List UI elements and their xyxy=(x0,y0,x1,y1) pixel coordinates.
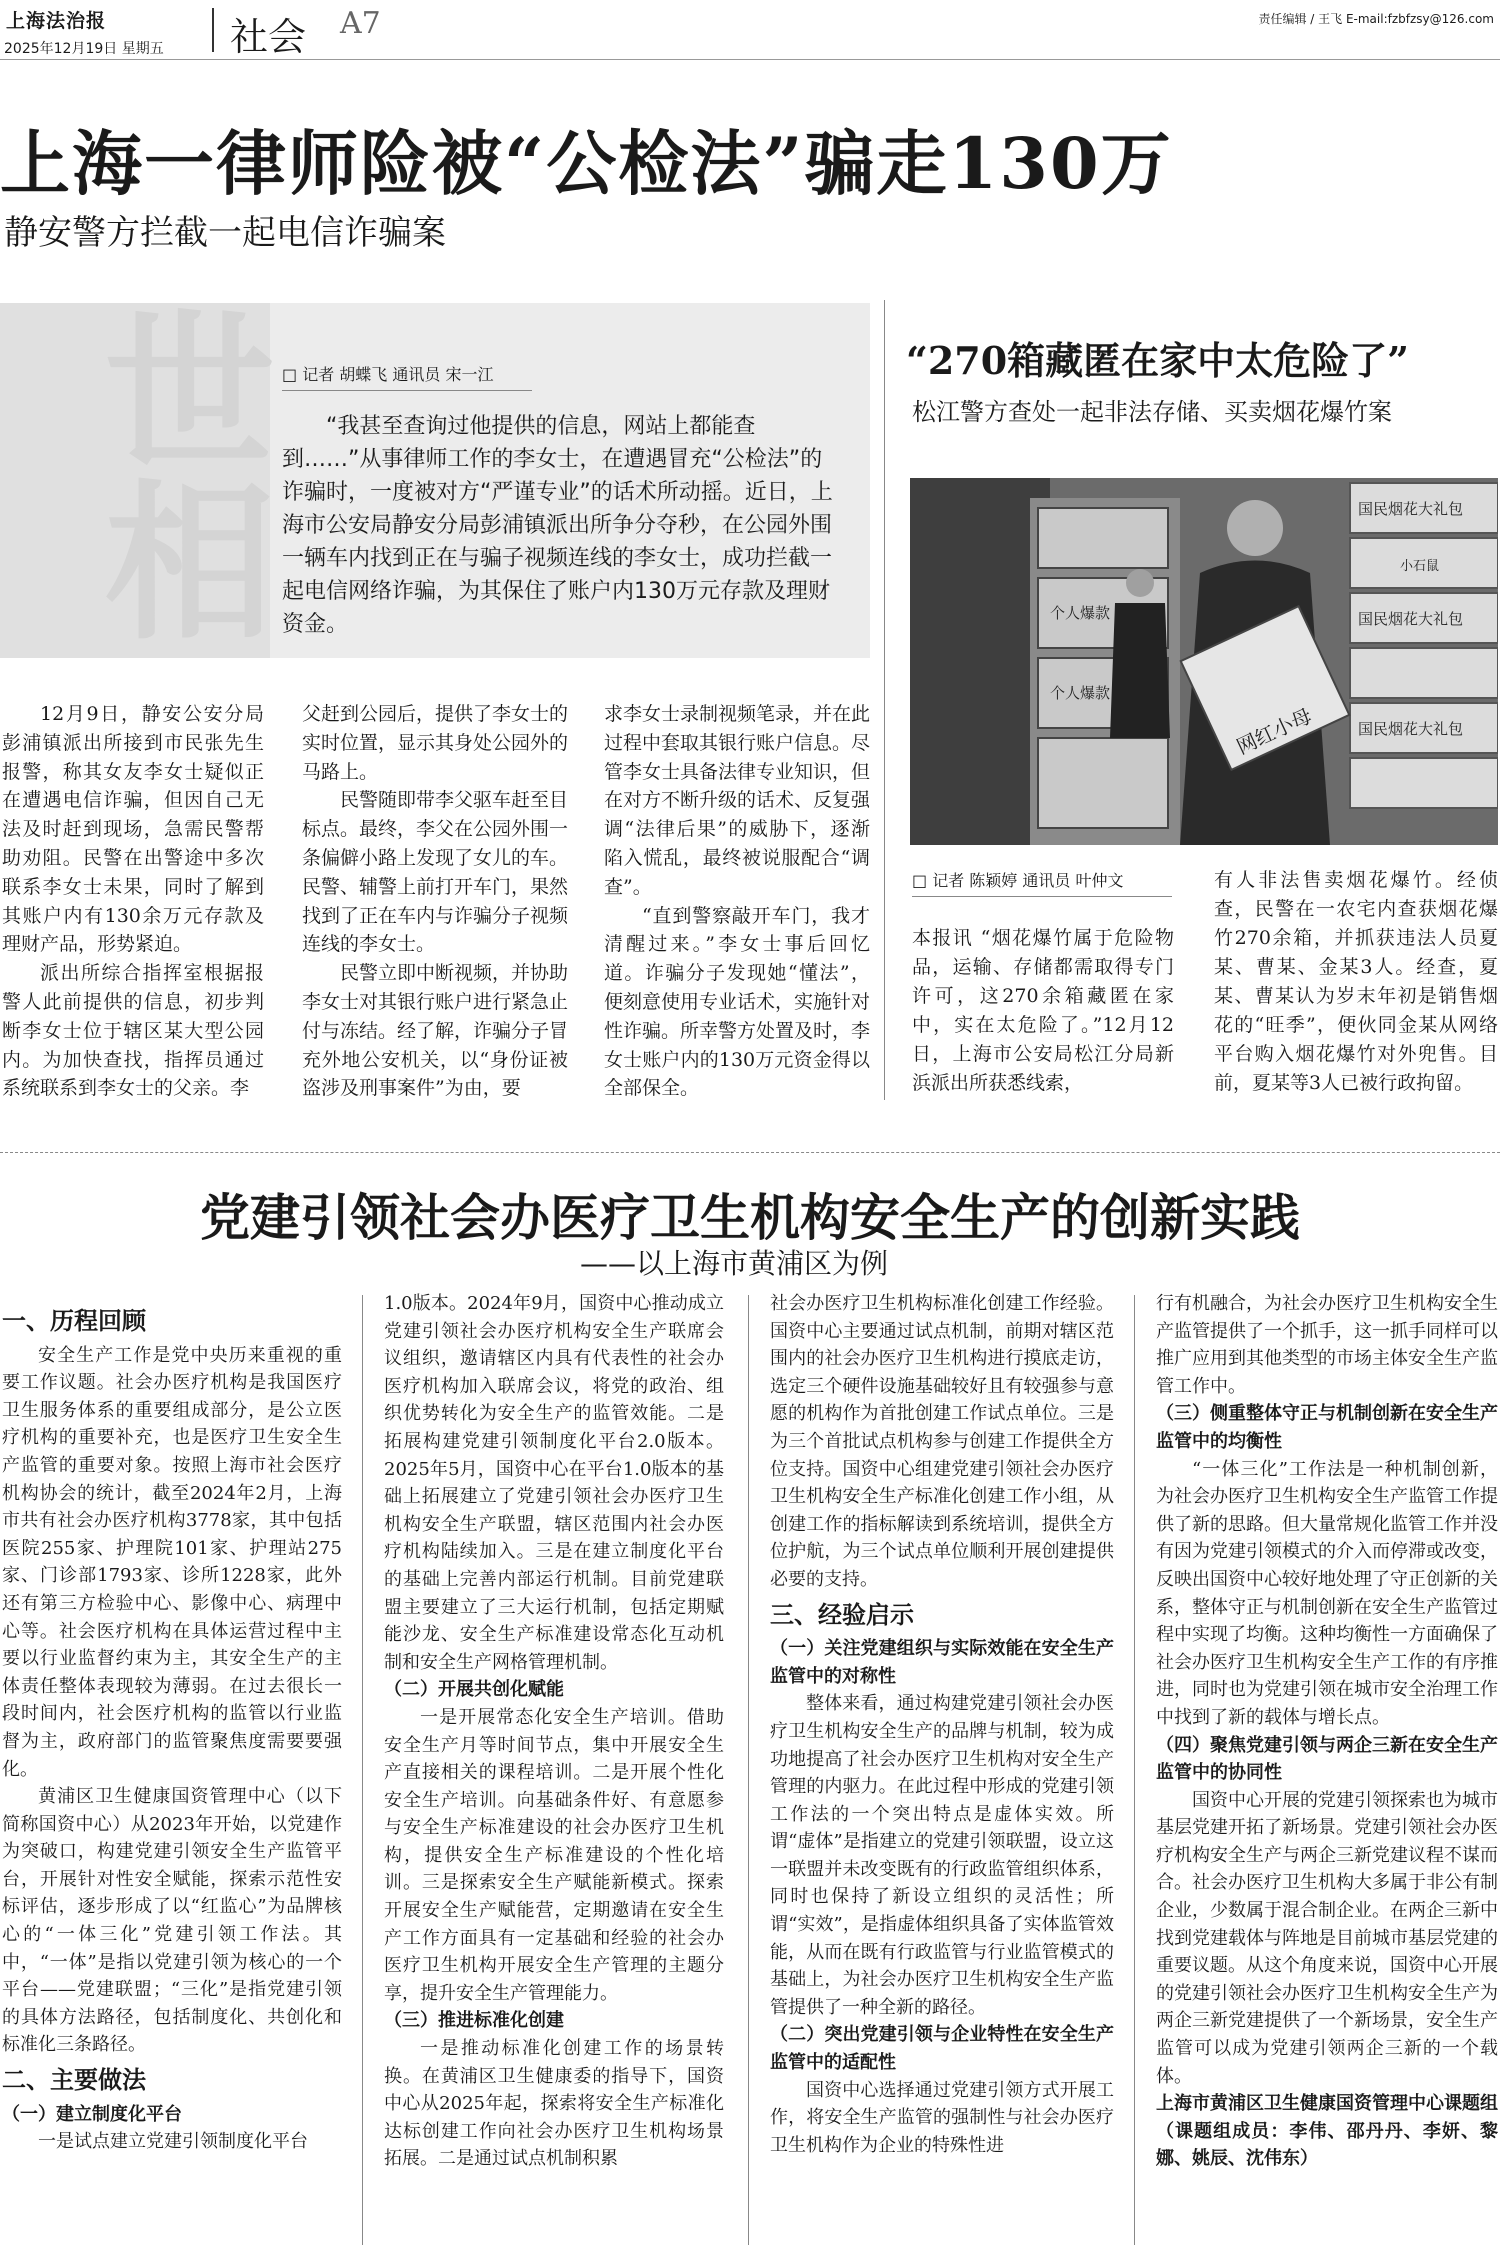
side-subhead: 松江警方查处一起非法存储、买卖烟花爆竹案 xyxy=(912,398,1392,426)
paragraph: 派出所综合指挥室根据报警人此前提供的信息，初步判断李女士位于辖区某大型公园内。为加快查找，指挥员通过系统联系到李女士的父亲。李 xyxy=(2,962,264,1100)
paragraph: 整体来看，通过构建党建引领社会办医疗卫生机构安全生产的品牌与机制，较为成功地提高了社会办医疗卫生机构对安全生产管理的内驱力。在此过程中形成的党建引领工作法的一个突出特点是虚体实效。所谓“虚体”是指建立的党建引领联盟，设立这一联盟并未改变既有的行政监管组织体系，同时也保持了新设立组织的灵活性；所谓“实效”，是指虚体组织具备了实体监管效能，从而在既有行政监管与行业监管模式的基础上，为社会办医疗卫生机构安全生产监管提供了一种全新的路径。 xyxy=(770,1693,1114,2018)
newspaper-logo: 上海法治报 xyxy=(6,10,107,32)
section-heading: 二、主要做法 xyxy=(2,2066,146,2095)
subsection-heading: （二）开展共创化赋能 xyxy=(384,1679,564,1701)
box-label: 个人爆款 xyxy=(1050,684,1111,702)
column-rule xyxy=(884,300,885,1100)
lead-subhead: 静安警方拦截一起电信诈骗案 xyxy=(4,213,446,253)
subsection-heading: （一）关注党建组织与实际效能在安全生产监管中的对称性 xyxy=(770,1638,1114,1687)
second-subhead: ——以上海市黄浦区为例 xyxy=(580,1247,889,1280)
paragraph: 国资中心选择通过党建引领方式开展工作，将安全生产监管的强制性与社会办医疗卫生机构作为企业的特殊性进 xyxy=(770,2079,1114,2156)
subsection-heading: （三）侧重整体守正与机制创新在安全生产监管中的均衡性 xyxy=(1156,1403,1498,1452)
page-number: A7 xyxy=(340,6,381,41)
paragraph: 国资中心开展的党建引领探索也为城市基层党建开拓了新场景。党建引领社会办医疗机构安全生产与两企三新党建议程不谋而合。社会办医疗卫生机构大多属于非公有制企业，少数属于混合制企业。在两企三新中找到党建载体与阵地是目前城市基层党建的重要议题。从这个角度来说，国资中心开展的党建引领社会办医疗卫生机构安全生产为两企三新党建提供了一个新场景，安全生产监管可以成为党建引领两企三新的一个载体。 xyxy=(1156,1789,1498,2087)
side-headline: “270箱藏匿在家中太危险了” xyxy=(906,338,1410,383)
subsection-heading: （三）推进标准化创建 xyxy=(384,2010,564,2032)
issue-date: 2025年12月19日 星期五 xyxy=(4,41,164,57)
lead-headline: 上海一律师险被“公检法”骗走130万 xyxy=(0,122,1173,205)
paragraph: 12月9日，静安公安分局彭浦镇派出所接到市民张先生报警，称其女友李女士疑似正在遭遇电信诈骗，但因自己无法及时赶到现场，急需民警帮助劝阻。民警在出警途中多次联系李女士未果，同时了解到其账户内有130余万元存款及理财产品，形势紧迫。 xyxy=(2,703,264,956)
paragraph: 一是试点建立党建引领制度化平台 xyxy=(38,2131,308,2153)
section-separator xyxy=(0,1152,1500,1155)
fireworks-photo xyxy=(910,478,1498,845)
lead-column-1 xyxy=(2,700,264,1103)
column-logo: 世相 xyxy=(75,303,275,643)
side-byline: □ 记者 陈颖婷 通讯员 叶仲文 xyxy=(912,871,1124,890)
paragraph: 一是推动标准化创建工作的场景转换。在黄浦区卫生健康委的指导下，国资中心从2025年起，探索将安全生产标准化达标创建工作向社会办医疗卫生机构场景拓展。二是通过试点机制积累 xyxy=(384,2038,724,2170)
paragraph: 父赶到公园后，提供了李女士的实时位置，显示其身处公园外的马路上。 xyxy=(302,703,569,783)
section-name: 社会 xyxy=(230,15,307,59)
paragraph: 行有机融合，为社会办医疗卫生机构安全生产监管提供了一个抓手，这一抓手同样可以推广应用到其他类型的市场主体安全生产监管工作中。 xyxy=(1156,1293,1498,1397)
side-column-1: 本报讯 “烟花爆竹属于危险物品，运输、存储都需取得专门许可，这270余箱藏匿在家中，实在太危险了。”12月12日，上海市公安局松江分局新浜派出所获悉线索， xyxy=(912,927,1174,1094)
paragraph: 求李女士录制视频笔录，并在此过程中套取其银行账户信息。尽管李女士具备法律专业知识，但在对方不断升级的话术、反复强调“法律后果”的威胁下，逐渐陷入慌乱，最终被说服配合“调查”。 xyxy=(604,703,871,898)
subsection-heading: 上海市黄浦区卫生健康国资管理中心课题组（课题组成员：李伟、邵丹丹、李妍、黎娜、姚辰、沈伟东） xyxy=(1156,2093,1498,2170)
editor-credit: 责任编辑 / 王飞 E-mail:fzbfzsy@126.com xyxy=(1258,12,1494,26)
lead-byline: □ 记者 胡蝶飞 通讯员 宋一江 xyxy=(282,365,494,384)
side-column-2: 有人非法售卖烟花爆竹。经侦查，民警在一农宅内查获烟花爆竹270余箱，并抓获违法人员夏某、曹某、金某3人。经查，夏某、曹某认为岁末年初是销售烟花的“旺季”，便伙同金某从网络平台购入烟花爆竹对外兜售。目前，夏某等3人已被行政拘留。 xyxy=(1214,869,1498,1094)
second-headline: 党建引领社会办医疗卫生机构安全生产的创新实践 xyxy=(200,1188,1300,1247)
lead-column-2 xyxy=(302,700,568,1103)
article-column-1 xyxy=(2,1300,342,2156)
box-label: 个人爆款 xyxy=(1050,604,1111,622)
box-label: 国民烟花大礼包 xyxy=(1358,610,1464,628)
lead-lede: “我甚至查询过他提供的信息，网站上都能查到……”从事律师工作的李女士，在遭遇冒充“公检法”的诈骗时，一度被对方“严谨专业”的话术所动摇。近日，上海市公安局静安分局彭浦镇派出所争分夺秒，在公园外围一辆车内找到正在与骗子视频连线的李女士，成功拦截一起电信网络诈骗，为其保住了账户内130万元存款及理财资金。 xyxy=(282,414,833,637)
paragraph: 1.0版本。2024年9月，国资中心推动成立党建引领社会办医疗机构安全生产联席会议组织，邀请辖区内具有代表性的社会办医疗机构加入联席会议，将党的政治、组织优势转化为安全生产的监管效能。二是拓展构建党建引领制度化平台2.0版本。2025年5月，国资中心在平台1.0版本的基础上拓展建立了党建引领社会办医疗卫生机构安全生产联盟，辖区范围内社会办医疗机构陆续加入。三是在建立制度化平台的基础上完善内部运行机制。目前党建联盟主要建立了三大运行机制，包括定期赋能沙龙、安全生产标准建设常态化互动机制和安全生产网格管理机制。 xyxy=(384,1293,724,1673)
column-rule xyxy=(362,1295,363,2245)
subsection-heading: （一）建立制度化平台 xyxy=(2,2103,182,2125)
paragraph: 黄浦区卫生健康国资管理中心（以下简称国资中心）从2023年开始，以党建作为突破口，构建党建引领安全生产监管平台，开展针对性安全赋能，探索示范性安标评估，逐步形成了以“红监心”为品牌核心的“一体三化”党建引领工作法。其中，“一体”是指以党建引领为核心的一个平台——党建联盟；“三化”是指党建引领的具体方法路径，包括制度化、共创化和标准化三条路径。 xyxy=(2,1786,342,2056)
masthead-divider xyxy=(212,8,214,52)
column-rule xyxy=(748,1295,749,2245)
article-column-2 xyxy=(384,1290,724,2173)
article-column-3 xyxy=(770,1290,1114,2159)
box-label: 国民烟花大礼包 xyxy=(1358,500,1464,518)
subsection-heading: （四）聚焦党建引领与两企三新在安全生产监管中的协同性 xyxy=(1156,1734,1498,1784)
paragraph: 一是开展常态化安全生产培训。借助安全生产月等时间节点，集中开展安全生产直接相关的课程培训。二是开展个性化安全生产培训。向基础条件好、有意愿参与安全生产标准建设的社会办医疗卫生机构，提供安全生产标准建设的个性化培训。三是探索安全生产赋能新模式。探索开展安全生产赋能营，定期邀请在安全生产工作方面具有一定基础和经验的社会办医疗卫生机构开展安全生产管理的主题分享，提升安全生产管理能力。 xyxy=(384,1706,724,2004)
section-heading: 一、历程回顾 xyxy=(2,1307,146,1335)
box-label: 小石鼠 xyxy=(1400,559,1440,574)
article-column-4 xyxy=(1156,1290,1498,2173)
paragraph: “一体三化”工作法是一种机制创新，为社会办医疗卫生机构安全生产监管工作提供了新的思路。但大量常规化监管工作并没有因为党建引领模式的介入而停滞或改变，反映出国资中心较好地处理了守正创新的关系，整体守正与机制创新在安全生产监管过程中实现了均衡。这种均衡性一方面确保了社会办医疗卫生机构安全生产工作的有序推进，同时也为党建引领在城市安全治理工作中找到了新的载体与增长点。 xyxy=(1156,1458,1498,1728)
photo-illustration xyxy=(910,478,1498,845)
byline-rule xyxy=(282,390,532,391)
column-rule xyxy=(1134,1295,1135,2245)
subsection-heading: （二）突出党建引领与企业特性在安全生产监管中的适配性 xyxy=(770,2024,1114,2074)
lead-column-3 xyxy=(604,700,870,1103)
section-heading: 三、经验启示 xyxy=(770,1600,914,1629)
paragraph: 安全生产工作是党中央历来重视的重要工作议题。社会办医疗机构是我国医疗卫生服务体系的重要组成部分，是公立医疗机构的重要补充，也是医疗卫生安全生产监管的重要对象。按照上海市社会医疗机构协会的统计，截至2024年2月，上海市共有社会办医疗机构3778家，其中包括医院255家、护理院101家、护理站275家、门诊部1793家、诊所1228家，此外还有第三方检验中心、影像中心、病理中心等。社会医疗机构在具体运营过程中主要以行业监督约束为主，其安全生产的主体责任整体表现较为薄弱。在过去很长一段时间内，社会医疗机构的监管以行业监督为主，政府部门的监管聚焦度需要要强化。 xyxy=(2,1344,342,1780)
paragraph: 民警立即中断视频，并协助李女士对其银行账户进行紧急止付与冻结。经了解，诈骗分子冒充外地公安机关，以“身份证被盗涉及刑事案件”为由，要 xyxy=(302,962,569,1100)
paragraph: “直到警察敲开车门，我才清醒过来。”李女士事后回忆道。诈骗分子发现她“懂法”，便刻意使用专业话术，实施针对性诈骗。所幸警方处置及时，李女士账户内的130万元资金得以全部保全。 xyxy=(604,904,871,1100)
box-label: 国民烟花大礼包 xyxy=(1358,720,1464,738)
paragraph: 民警随即带李父驱车赶至目标点。最终，李父在公园外围一条偏僻小路上发现了女儿的车。民警、辅警上前打开车门，果然找到了正在车内与诈骗分子视频连线的李女士。 xyxy=(302,789,569,956)
masthead xyxy=(0,0,1500,60)
byline-rule xyxy=(912,896,1172,897)
box-label: 网红小母 xyxy=(1232,703,1316,759)
paragraph: 社会办医疗卫生机构标准化创建工作经验。国资中心主要通过试点机制，前期对辖区范围内的社会办医疗卫生机构进行摸底走访，选定三个硬件设施基础较好且有较强参与意愿的机构作为首批创建工作试点单位。三是为三个首批试点机构参与创建工作提供全方位支持。国资中心组建党建引领社会办医疗卫生机构安全生产标准化创建工作小组，从创建工作的指标解读到系统培训，提供全方位护航，为三个试点单位顺利开展创建提供必要的支持。 xyxy=(770,1293,1114,1590)
